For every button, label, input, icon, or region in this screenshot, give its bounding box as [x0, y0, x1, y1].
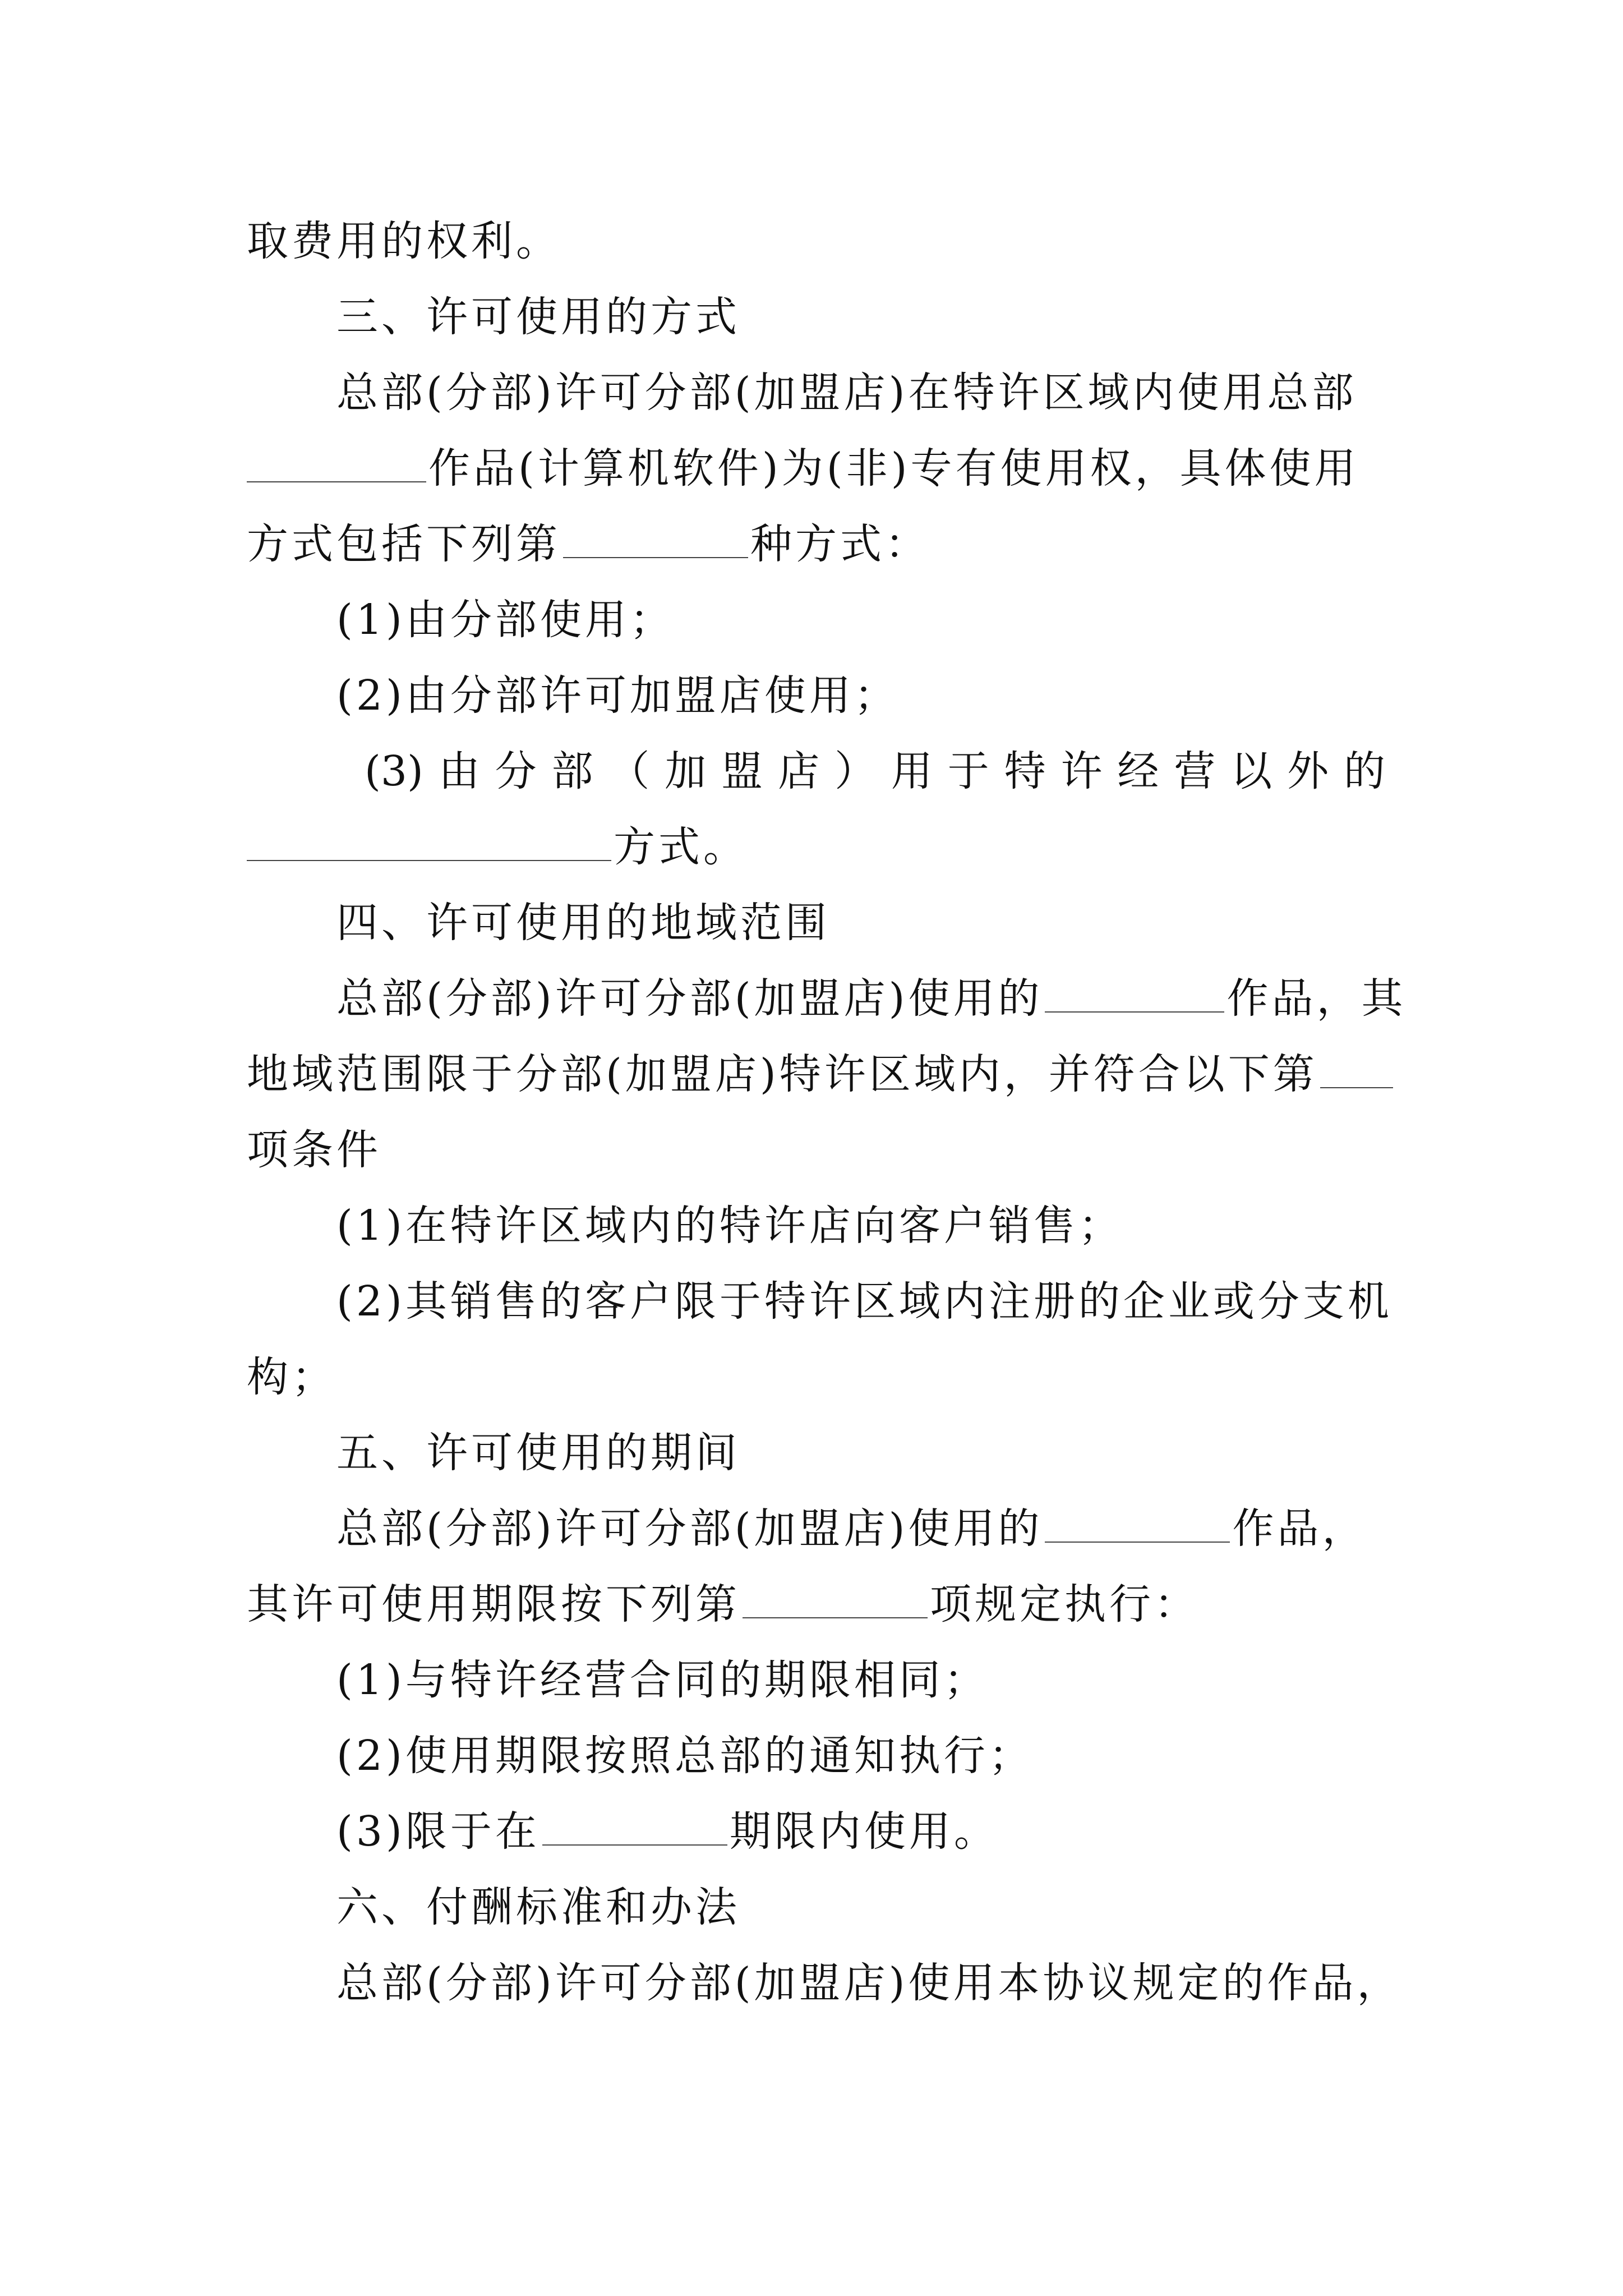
text-line: 方式。	[247, 819, 1385, 875]
text-line: 其许可使用期限按下列第 项规定执行：	[247, 1580, 1199, 1628]
section-heading-5: 五、许可使用的期间	[336, 1429, 740, 1477]
fill-in-blank[interactable]	[1045, 1507, 1230, 1543]
text-line: 方式包括下列第 种方式：	[247, 520, 930, 568]
list-item-justified: (3) 由 分 部 （ 加 盟 店 ） 用 于 特 许 经 营 以 外 的	[365, 747, 1385, 795]
text-line: 总部(分部)许可分部(加盟店)使用本协议规定的作品，	[336, 1959, 1402, 2007]
text-line: 作品(计算机软件)为(非)专有使用权，具体使用	[247, 440, 1385, 496]
text-line: 总部(分部)许可分部(加盟店)使用的 作品，	[336, 1504, 1367, 1553]
list-item: (2)其销售的客户限于特许区域内注册的企业或分支机	[336, 1277, 1393, 1326]
list-item: (2)由分部许可加盟店使用；	[336, 671, 899, 720]
list-item: (1)与特许经营合同的期限相同；	[336, 1656, 989, 1704]
list-item: (1)由分部使用；	[336, 596, 675, 644]
fill-in-blank[interactable]	[743, 1582, 928, 1618]
text-line: 取费用的权利。	[247, 217, 561, 265]
fill-in-blank[interactable]	[542, 1810, 727, 1846]
fill-in-blank[interactable]	[247, 825, 611, 861]
text-line: 总部(分部)许可分部(加盟店)在特许区域内使用总部	[336, 369, 1357, 417]
list-item: (1)在特许区域内的特许店向客户销售；	[336, 1202, 1123, 1250]
section-heading-3: 三、许可使用的方式	[336, 293, 740, 341]
section-heading-6: 六、付酬标准和办法	[336, 1883, 740, 1931]
text-line: 总部(分部)许可分部(加盟店)使用的 作品，其	[336, 974, 1407, 1023]
section-heading-4: 四、许可使用的地域范围	[336, 899, 830, 947]
fill-in-blank[interactable]	[1320, 1052, 1393, 1088]
text-line: 地域范围限于分部(加盟店)特许区域内，并符合以下第	[247, 1046, 1385, 1102]
text-line: 构；	[247, 1353, 336, 1401]
fill-in-blank[interactable]	[247, 447, 426, 482]
text-line: 项条件	[247, 1126, 381, 1174]
fill-in-blank[interactable]	[563, 522, 748, 558]
fill-in-blank[interactable]	[1045, 977, 1224, 1013]
list-item: (2)使用期限按照总部的通知执行；	[336, 1732, 1034, 1780]
list-item: (3)限于在 期限内使用。	[336, 1807, 999, 1856]
